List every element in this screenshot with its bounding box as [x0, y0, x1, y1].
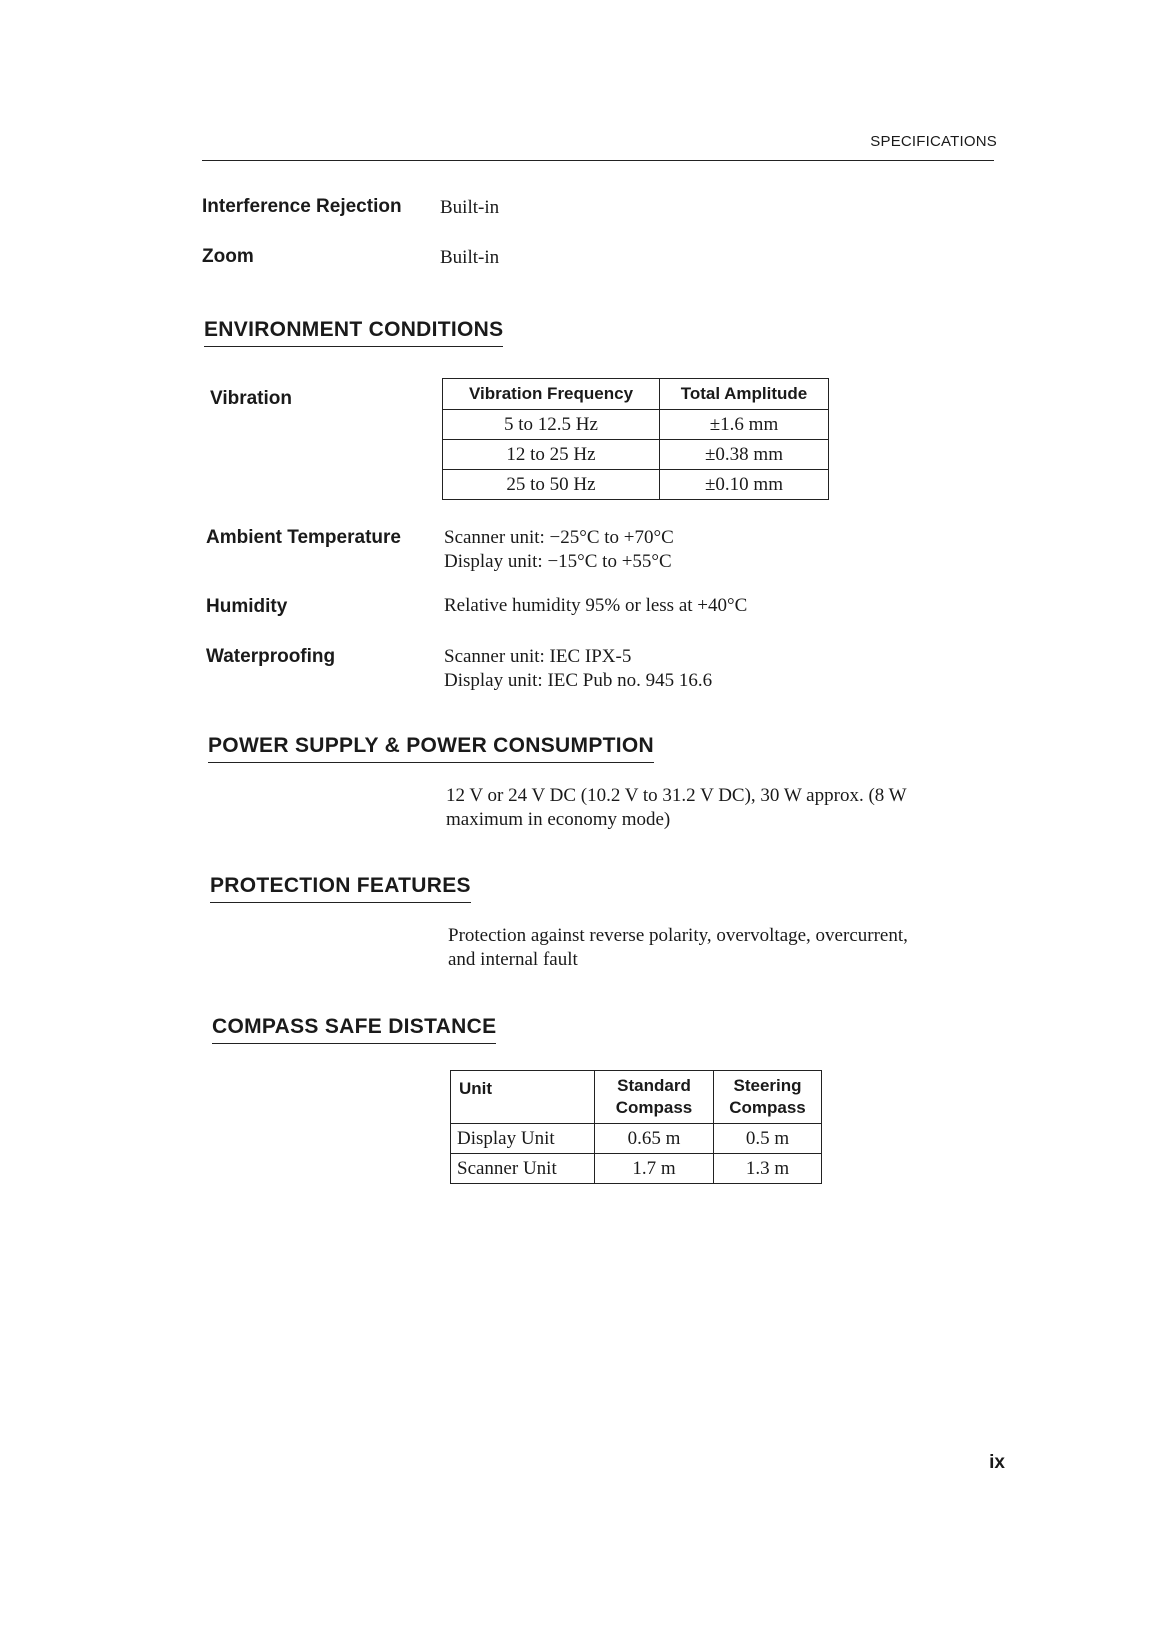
table-cell: 5 to 12.5 Hz	[443, 410, 660, 440]
spec-value-humidity	[444, 594, 747, 618]
table-cell: Scanner Unit	[451, 1154, 595, 1184]
spec-value-waterproofing	[444, 645, 712, 693]
table-header-cell: Unit	[451, 1071, 595, 1124]
table-row	[443, 440, 829, 470]
page-number: ix	[989, 1452, 1005, 1473]
table-row	[451, 1154, 822, 1184]
text-line: 12 V or 24 V DC (10.2 V to 31.2 V DC), 30 W approx. (8 W	[446, 785, 907, 806]
text-line: Display unit: IEC Pub no. 945 16.6	[444, 670, 713, 691]
table-header-cell: Vibration Frequency	[443, 379, 660, 410]
header-rule	[202, 160, 994, 161]
spec-label-ambient-temperature: Ambient Temperature	[206, 527, 401, 548]
table-header-row	[443, 379, 829, 410]
spec-value-zoom: Built-in	[440, 247, 500, 268]
spec-label-waterproofing: Waterproofing	[206, 646, 336, 667]
text-line: Relative humidity 95% or less at +40°C	[444, 595, 748, 616]
text-line: Scanner unit: IEC IPX-5	[444, 646, 632, 667]
section-title-protection: PROTECTION FEATURES	[210, 874, 471, 903]
running-header: SPECIFICATIONS	[870, 133, 997, 150]
compass-table	[450, 1070, 822, 1184]
table-cell: ±1.6 mm	[660, 410, 829, 440]
table-cell: 25 to 50 Hz	[443, 470, 660, 500]
table-header-cell: Total Amplitude	[660, 379, 829, 410]
spec-value-ambient-temperature	[444, 526, 674, 574]
table-row	[443, 470, 829, 500]
table-row	[443, 410, 829, 440]
power-description	[446, 784, 1006, 832]
text-line: Scanner unit: −25°C to +70°C	[444, 527, 674, 548]
section-title-power: POWER SUPPLY & POWER CONSUMPTION	[208, 734, 654, 763]
table-cell: 12 to 25 Hz	[443, 440, 660, 470]
spec-label-vibration: Vibration	[210, 388, 292, 409]
table-header-cell: Steering Compass	[714, 1071, 822, 1124]
table-header-cell: Standard Compass	[595, 1071, 714, 1124]
protection-description	[448, 924, 1008, 972]
section-title-compass: COMPASS SAFE DISTANCE	[212, 1015, 496, 1044]
vibration-table	[442, 378, 829, 500]
table-cell: 1.7 m	[595, 1154, 714, 1184]
table-row	[451, 1124, 822, 1154]
spec-label-humidity: Humidity	[206, 596, 288, 617]
text-line: maximum in economy mode)	[446, 809, 671, 830]
spec-label-zoom: Zoom	[202, 246, 254, 267]
table-cell: ±0.10 mm	[660, 470, 829, 500]
text-line: Display unit: −15°C to +55°C	[444, 551, 672, 572]
table-cell: 1.3 m	[714, 1154, 822, 1184]
spec-value-interference: Built-in	[440, 197, 500, 218]
table-cell: Display Unit	[451, 1124, 595, 1154]
text-line: and internal fault	[448, 949, 578, 970]
text-line: Protection against reverse polarity, overvoltage, overcurrent,	[448, 925, 908, 946]
table-cell: 0.5 m	[714, 1124, 822, 1154]
table-header-row	[451, 1071, 822, 1124]
table-cell: 0.65 m	[595, 1124, 714, 1154]
spec-label-interference: Interference Rejection	[202, 196, 402, 217]
table-cell: ±0.38 mm	[660, 440, 829, 470]
section-title-environment: ENVIRONMENT CONDITIONS	[204, 318, 503, 347]
